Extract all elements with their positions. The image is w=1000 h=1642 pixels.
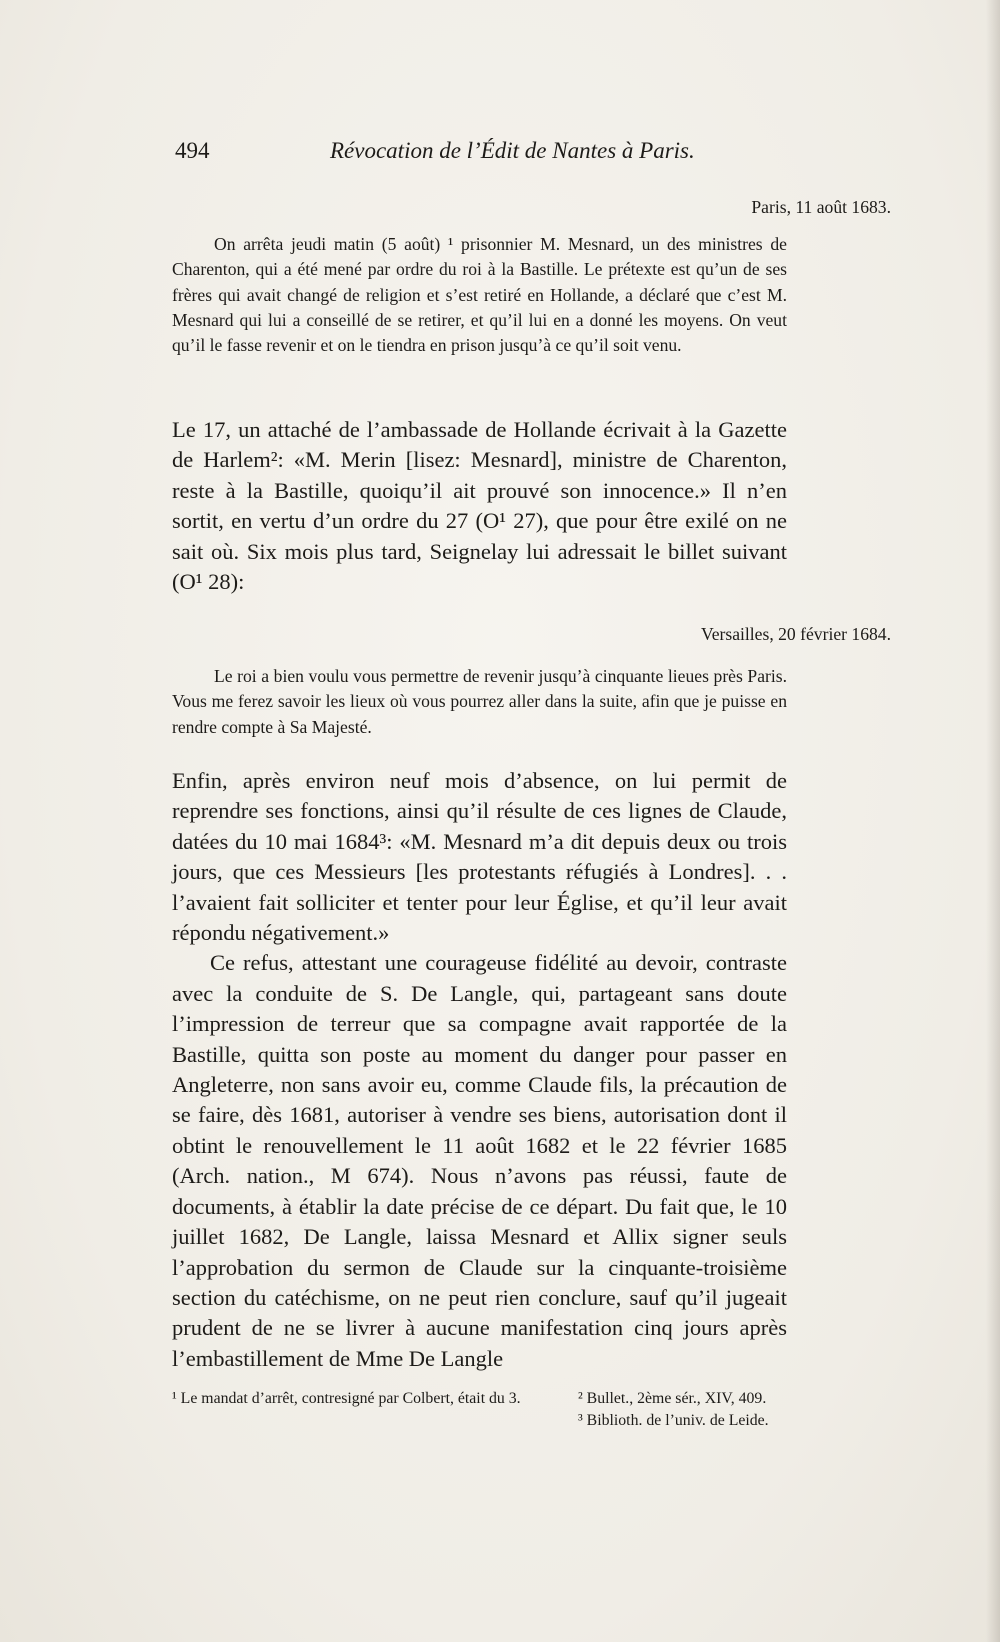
quoted-letter: [172, 232, 787, 358]
letter-dateline: Versailles, 20 février 1684.: [700, 624, 891, 644]
quoted-letter: [172, 664, 787, 740]
footnote: ¹ Le mandat d’arrêt, contresigné par Colbert, était du 3.: [172, 1390, 521, 1407]
page-header: [175, 138, 787, 174]
page-edge-shadow: [986, 0, 1000, 1642]
body-paragraph-text: Le 17, un attaché de l’ambassade de Hollande écrivait à la Gazette de Harlem²: «M. Merin [lisez: Mesnard], ministre de Charenton, reste à la Bastille, quoiqu’il ait prouvé son innocence.» Il n’en sortit, en vertu d’un ordre du 27 (O¹ 27), que pour être exilé on ne sait où. Six mois plus tard, Seignelay lui adressait le billet suivant (O¹ 28):: [172, 417, 787, 595]
quoted-letter-text: Le roi a bien voulu vous permettre de revenir jusqu’à cinquante lieues près Paris. Vous me ferez savoir les lieux où vous pourrez aller dans la suite, afin que je puisse en rendre compte à Sa Majesté.: [172, 666, 787, 737]
footnote: ² Bullet., 2ème sér., XIV, 409.: [578, 1390, 767, 1407]
body-paragraph-text: Ce refus, attestant une courageuse fidélité au devoir, contraste avec la conduite de S. De Langle, qui, partageant sans doute l’impression de terreur que sa compagne avait rapportée de la Bastille, quitta son poste au moment du danger pour passer en Angleterre, non sans avoir eu, comme Claude fils, la précaution de se faire, dès 1681, autoriser à vendre ses biens, autorisation dont il obtint le renouvellement le 11 août 1682 et le 22 février 1685 (Arch. nation., M 674). Nous n’avons pas réussi, faute de documents, à établir la date précise de ce départ. Du fait que, le 10 juillet 1682, De Langle, laissa Mesnard et Allix signer seuls l’approbation du sermon de Claude sur la cinquante-troisième section du catéchisme, on ne peut rien conclure, sauf qu’il jugeait prudent de ne se livrer à aucune manifestation cinq jours après l’embastillement de Mme De Langle: [172, 950, 787, 1371]
body-paragraph: [172, 415, 787, 597]
body-paragraph-text: Enfin, après environ neuf mois d’absence, on lui permit de reprendre ses fonctions, ainsi qu’il résulte de ces lignes de Claude, datées du 10 mai 1684³: «M. Mesnard m’a dit depuis deux ou trois jours, que ces Messieurs [les protestants réfugiés à Londres]. . . l’avaient fait solliciter et tenter pour leur Église, et qu’il leur avait répondu négativement.»: [172, 768, 787, 946]
running-title: Révocation de l’Édit de Nantes à Paris.: [330, 138, 695, 163]
letter-dateline: Paris, 11 août 1683.: [751, 197, 891, 217]
footnote-column-left: [172, 1388, 537, 1410]
footnote-column-right: [578, 1388, 938, 1432]
quoted-letter-text: On arrêta jeudi matin (5 août) ¹ prisonnier M. Mesnard, un des ministres de Charenton, qui a été mené par ordre du roi à la Bastille. Le prétexte est qu’un de ses frères qui avait changé de religion et s’est retiré en Hollande, a déclaré que c’est M. Mesnard qui lui a conseillé de se retirer, et qu’il lui en a donné les moyens. On veut qu’il le fasse revenir et on le tiendra en prison jusqu’à ce qu’il soit venu.: [172, 234, 787, 356]
page-number: 494: [175, 138, 210, 163]
body-section: [172, 766, 787, 1374]
footnote: ³ Biblioth. de l’univ. de Leide.: [578, 1412, 769, 1429]
